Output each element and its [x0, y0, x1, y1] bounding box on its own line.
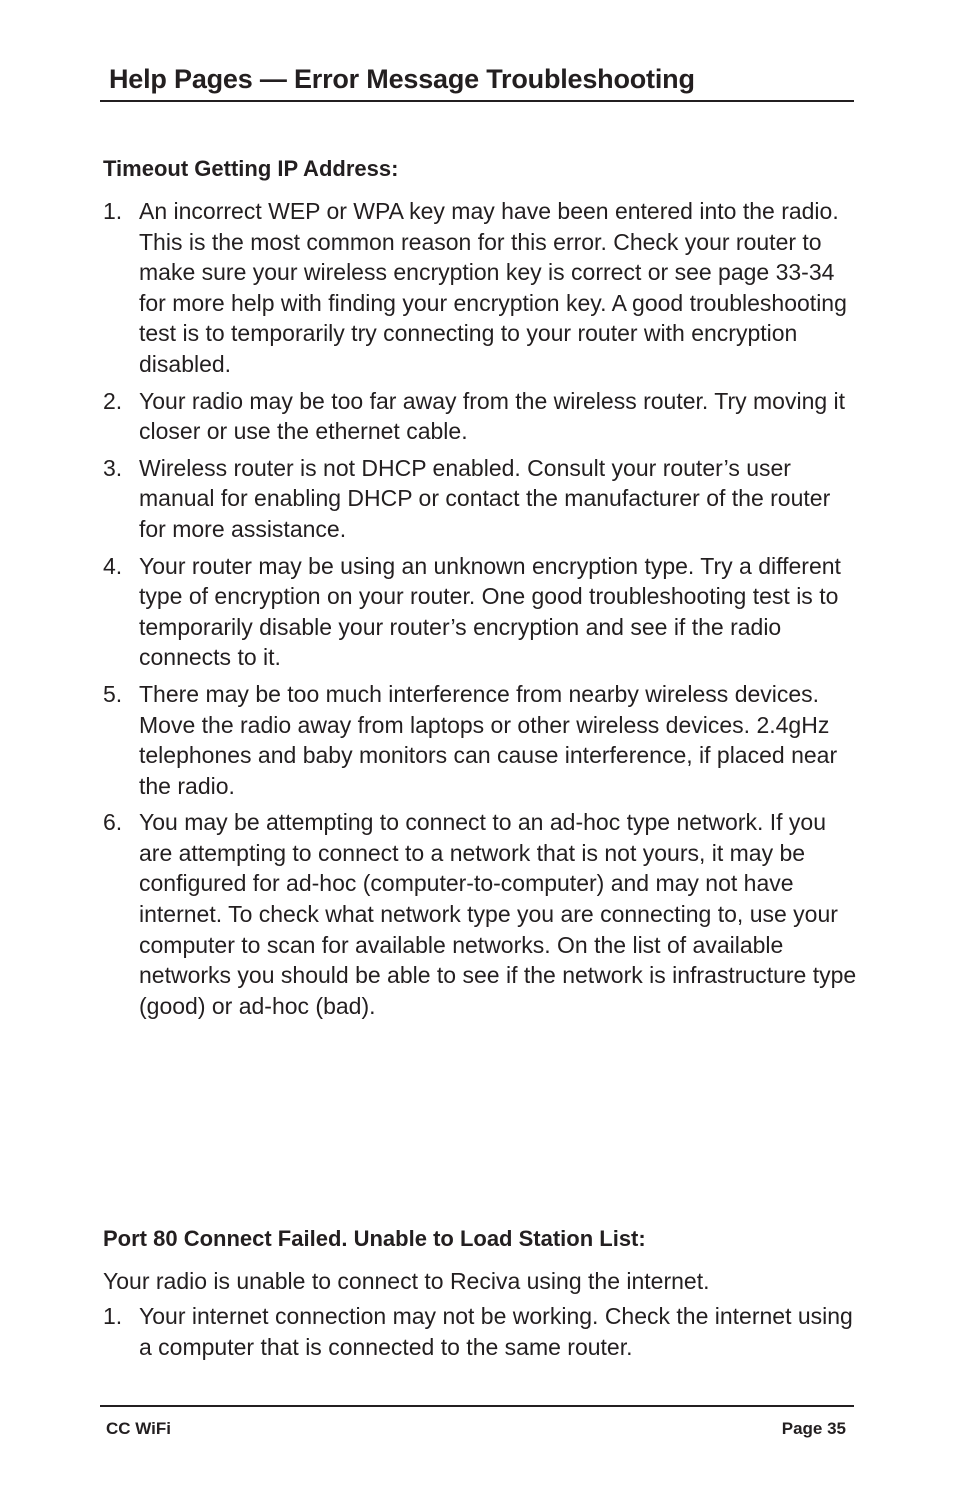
list-item [103, 196, 863, 380]
list-item-text: You may be attempting to connect to an ad-hoc type network. If you are attempting to connect to a network that is not yours, it may be configured for ad-hoc (computer-to-computer) and may not have internet. To check what network type you are connecting to, use your computer to scan for available networks. On the list of available networks you should be able to see if the network is infrastructure type (good) or ad-hoc (bad). [139, 809, 857, 1019]
list-item-text: Your radio may be too far away from the wireless router. Try moving it closer or use the ethernet cable. [139, 387, 846, 445]
list-item-text: An incorrect WEP or WPA key may have been entered into the radio. This is the most common reason for this error. Check your router to make sure your wireless encryption key is correct or see page 33-34 for more help with finding your encryption key. A good troubleshooting test is to temporarily try connecting to your router with encryption disabled. [139, 198, 847, 377]
list-item-number: 6. [103, 809, 123, 836]
list-item-number: 1. [103, 1303, 123, 1329]
list-item-number: 1. [103, 198, 123, 224]
page-footer [100, 1405, 854, 1447]
list-item [103, 1301, 863, 1362]
port80-troubleshooting-list [103, 1301, 863, 1368]
page-title: Help Pages — Error Message Troubleshooting [109, 64, 695, 94]
list-item [103, 386, 863, 447]
list-item-number: 3. [103, 454, 123, 481]
list-item-number: 5. [103, 680, 123, 707]
section-heading-port80: Port 80 Connect Failed. Unable to Load Station List: [103, 1226, 646, 1251]
footer-page-number: Page 35 [781, 1419, 846, 1438]
list-item [103, 807, 863, 1021]
footer-product-name: CC WiFi [106, 1419, 172, 1438]
list-item-number: 2. [103, 387, 123, 414]
section-heading-timeout: Timeout Getting IP Address: [103, 156, 399, 181]
section-intro-text: Your radio is unable to connect to Reciva using the internet. [103, 1268, 710, 1294]
list-item [103, 453, 863, 545]
list-item-text: Your internet connection may not be working. Check the internet using a computer that is connected to the same router. [139, 1303, 853, 1360]
list-item [103, 679, 863, 801]
list-item [103, 551, 863, 673]
list-item-number: 4. [103, 552, 123, 579]
list-item-text: There may be too much interference from nearby wireless devices. Move the radio away from laptops or other wireless devices. 2.4gHz telephones and baby monitors can cause interference, if placed near the radio. [139, 680, 838, 799]
page-header [100, 58, 854, 102]
timeout-troubleshooting-list [103, 196, 863, 1027]
list-item-text: Your router may be using an unknown encryption type. Try a different type of encryption on your router. One good troubleshooting test is to temporarily disable your router’s encryption and see if the radio connects to it. [139, 552, 841, 671]
list-item-text: Wireless router is not DHCP enabled. Consult your router’s user manual for enabling DHCP or contact the manufacturer of the router for more assistance. [139, 454, 831, 542]
